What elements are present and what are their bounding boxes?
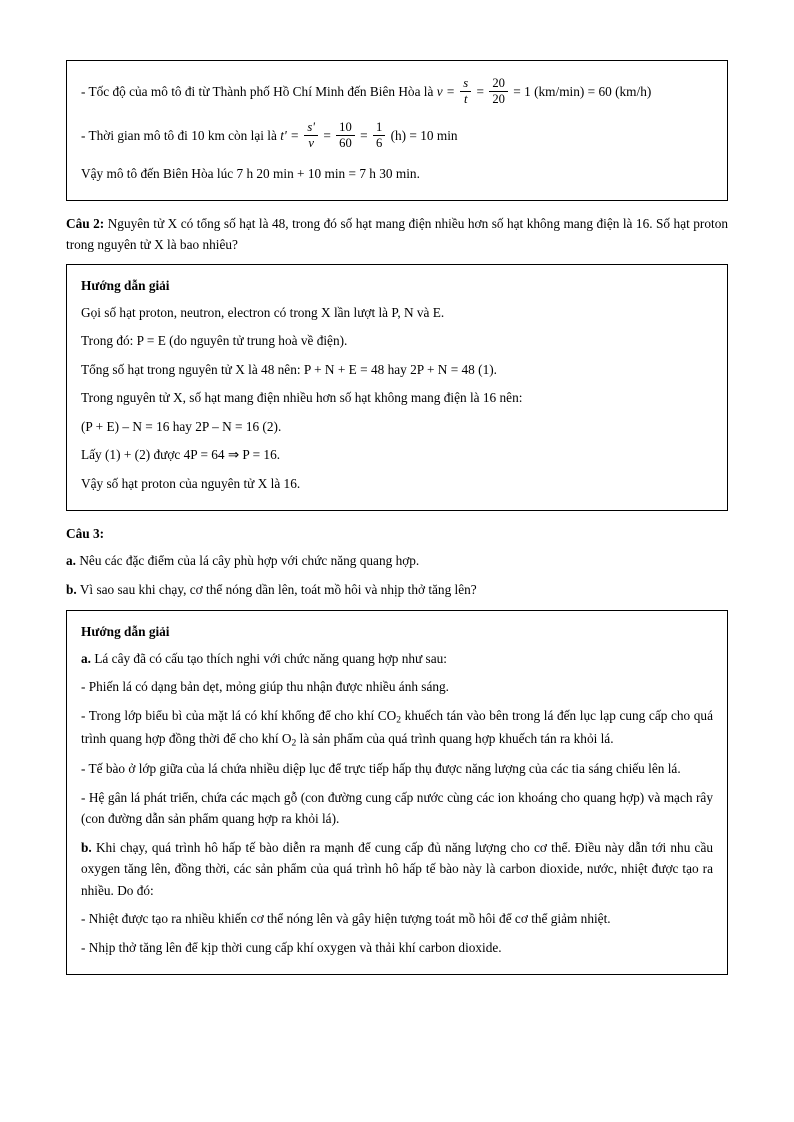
question-3-b-label: b.: [66, 581, 77, 597]
time-text-prefix: - Thời gian mô tô đi 10 km còn lại là: [81, 128, 277, 144]
solution-box-2: [66, 264, 728, 511]
fraction-denominator: v: [304, 135, 318, 151]
bullet2-part-3: là sản phẩm của quá trình quang hợp khuếch tán ra khỏi lá.: [296, 730, 614, 746]
solution-line-time: [81, 115, 713, 159]
equals-one: = 1: [513, 84, 531, 100]
solution2-line-2: Trong đó: P = E (do nguyên tử trung hoà về điện).: [81, 333, 348, 349]
solution-line-speed: [81, 71, 713, 115]
fraction-denominator: t: [460, 91, 471, 107]
fraction-1-over-6: [373, 120, 385, 150]
question-3-a-label: a.: [66, 553, 76, 568]
solution2-line-5: (P + E) – N = 16 hay 2P – N = 16 (2).: [81, 418, 282, 434]
subscript-o2: 2: [291, 737, 297, 749]
solution-line-conclusion: Vậy mô tô đến Biên Hòa lúc 7 h 20 min + 10 min = 7 h 30 min.: [81, 165, 420, 181]
solution3-bullet-1: - Phiến lá có dạng bản dẹt, mỏng giúp thu nhận được nhiều ánh sáng.: [81, 679, 450, 695]
fraction-denominator: 60: [336, 135, 355, 151]
guide-title-2: Hướng dẫn giải: [81, 277, 170, 293]
solution3-b-label: b.: [81, 839, 92, 855]
question-3-a-text: Nêu các đặc điểm của lá cây phù hợp với chức năng quang hợp.: [79, 553, 420, 568]
solution2-line-6: Lấy (1) + (2) được 4P = 64 ⇒ P = 16.: [81, 447, 281, 463]
solution3-b-intro: [81, 833, 713, 905]
question-2: [66, 207, 728, 258]
guide-title-3: Hướng dẫn giải: [81, 623, 170, 639]
speed-variable: v =: [436, 84, 455, 100]
solution2-line-1: Gọi số hạt proton, neutron, electron có trong X lần lượt là P, N và E.: [81, 304, 445, 320]
solution3-a-label: a.: [81, 650, 91, 666]
speed-text-suffix: (km/min) = 60 (km/h): [534, 84, 652, 100]
fraction-20-over-20: [489, 76, 508, 106]
question-3-item-b: [66, 575, 728, 604]
solution3-a-text: Lá cây đã có cấu tạo thích nghi với chức năng quang hợp như sau:: [94, 650, 447, 666]
fraction-denominator: 20: [489, 91, 508, 107]
bullet2-part-1: - Trong lớp biểu bì của mặt lá có khí khổng để cho khí CO: [81, 707, 397, 723]
fraction-s-over-v: [304, 120, 318, 150]
fraction-denominator: 6: [373, 135, 385, 151]
solution2-line-4: Trong nguyên tử X, số hạt mang điện nhiều hơn số hạt không mang điện là 16 nên:: [81, 390, 523, 406]
speed-text-prefix: - Tốc độ của mô tô đi từ Thành phố Hồ Chí Minh đến Biên Hòa là: [81, 84, 434, 100]
fraction-numerator: 1: [375, 120, 383, 135]
time-variable: t' =: [280, 128, 300, 144]
speed-formula: [437, 78, 531, 108]
solution3-b-text: Khi chạy, quá trình hô hấp tế bào diễn ra mạnh để cung cấp đủ năng lượng cho cơ thể. Điều này dẫn tới nhu cầu oxygen tăng lên, đồng thời, các sản phẩm của quá trình hô hấp tế bào này là carbon dioxide, nước, nhiệt được tạo ra nhiều. Do đó:: [81, 839, 714, 898]
solution2-line-3: Tổng số hạt trong nguyên tử X là 48 nên: P + N + E = 48 hay 2P + N = 48 (1).: [81, 361, 497, 377]
bullet2-part-2: khuếch tán vào bên trong lá đến lục lạp cung cấp cho quá trình quang hợp đồng thời để cho khí O: [81, 707, 713, 746]
solution3-bullet-6: - Nhịp thở tăng lên để kịp thời cung cấp khí oxygen và thải khí carbon dioxide.: [81, 939, 502, 955]
equals-sign-2: =: [323, 128, 331, 144]
question-3-label-row: [66, 517, 728, 547]
question-3-label: Câu 3:: [66, 525, 105, 541]
solution-box-3: [66, 610, 728, 975]
equals-sign-1: =: [476, 84, 484, 100]
fraction-numerator: 10: [339, 120, 352, 135]
solution-box-1: [66, 60, 728, 201]
equals-sign-3: =: [360, 128, 368, 144]
question-3-b-text: Vì sao sau khi chạy, cơ thể nóng dần lên, toát mồ hôi và nhịp thở tăng lên?: [79, 581, 477, 597]
solution2-line-7: Vậy số hạt proton của nguyên tử X là 16.: [81, 475, 301, 491]
solution3-bullet-3: - Tế bào ở lớp giữa của lá chứa nhiều diệp lục để trực tiếp hấp thụ được năng lượng của các tia sáng chiếu lên lá.: [81, 761, 681, 777]
solution3-a-intro: [81, 644, 713, 673]
solution3-bullet-5: - Nhiệt được tạo ra nhiều khiến cơ thể nóng lên và gây hiện tượng toát mồ hôi để cơ thể giảm nhiệt.: [81, 911, 611, 927]
fraction-numerator: s': [307, 120, 315, 135]
question-2-label: Câu 2:: [66, 215, 105, 231]
solution3-bullet-4: - Hệ gân lá phát triển, chứa các mạch gỗ (con đường cung cấp nước cùng các ion khoáng cho quang hợp) và mạch rây (con đường dẫn sản phẩm quang hợp ra khỏi lá).: [81, 789, 713, 827]
question-3-item-a: [66, 547, 728, 576]
time-text-suffix: (h) = 10 min: [390, 128, 458, 144]
question-2-text: Nguyên tử X có tổng số hạt là 48, trong đó số hạt mang điện nhiều hơn số hạt không mang điện là 16. Số hạt proton trong nguyên tử X là bao nhiêu?: [66, 215, 729, 253]
time-formula: [280, 122, 387, 152]
subscript-co2: 2: [396, 714, 402, 726]
fraction-numerator: s: [463, 76, 469, 91]
fraction-s-over-t: [460, 76, 471, 106]
solution3-bullet-2: [81, 701, 713, 754]
fraction-numerator: 20: [492, 76, 505, 91]
fraction-10-over-60: [336, 120, 355, 150]
